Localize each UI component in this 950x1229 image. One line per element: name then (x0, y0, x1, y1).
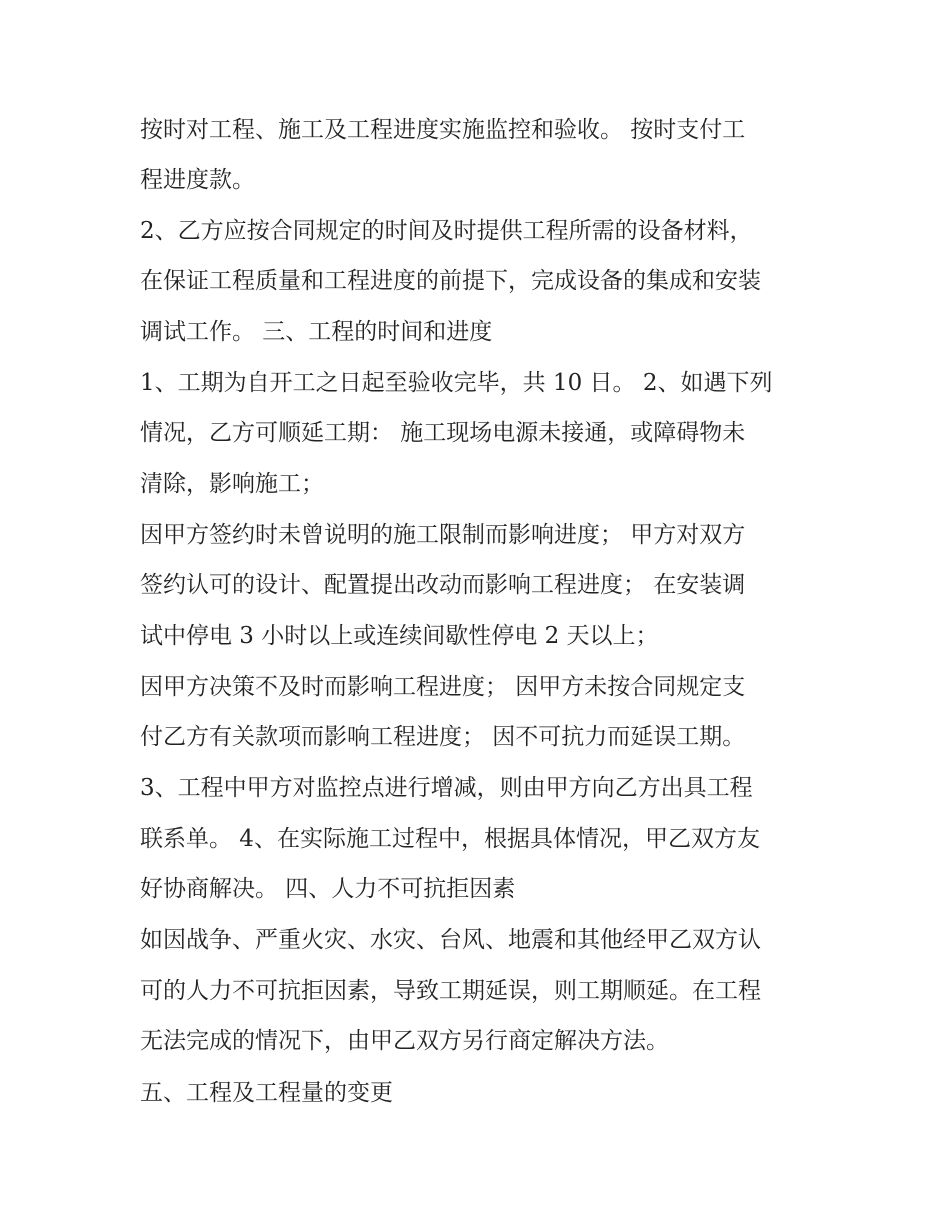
text-line: 因甲方决策不及时而影响工程进度； 因甲方未按合同规定支 (140, 674, 746, 700)
text-line: 3、工程中甲方对监控点进行增减，则由甲方向乙方出具工程 (140, 775, 753, 801)
text-line: 清除，影响施工； (140, 471, 324, 497)
text-line: 情况，乙方可顺延工期： 施工现场电源未接通，或障碍物未 (140, 420, 746, 446)
text-line: 2、乙方应按合同规定的时间及时提供工程所需的设备材料， (140, 218, 753, 244)
text-line: 调试工作。 三、工程的时间和进度 (140, 319, 493, 345)
section-heading: 五、工程及工程量的变更 (140, 1080, 393, 1106)
text-line: 可的人力不可抗拒因素，导致工期延误，则工期顺延。在工程 (140, 978, 761, 1004)
text-line: 试中停电 3 小时以上或连续间歇性停电 2 天以上； (140, 623, 659, 649)
text-line: 程进度款。 (140, 167, 255, 193)
text-line: 因甲方签约时未曾说明的施工限制而影响进度； 甲方对双方 (140, 522, 746, 548)
text-line: 无法完成的情况下，由甲乙双方另行商定解决方法。 (140, 1028, 669, 1054)
text-line: 签约认可的设计、配置提出改动而影响工程进度； 在安装调 (140, 572, 746, 598)
text-line: 在保证工程质量和工程进度的前提下，完成设备的集成和安装 (140, 268, 761, 294)
text-line: 1、工期为自开工之日起至验收完毕，共 10 日。 2、如遇下列 (140, 370, 773, 396)
text-line: 如因战争、严重火灾、水灾、台风、地震和其他经甲乙双方认 (140, 927, 761, 953)
text-line: 付乙方有关款项而影响工程进度； 因不可抗力而延误工期。 (140, 724, 746, 750)
text-line: 按时对工程、施工及工程进度实施监控和验收。 按时支付工 (140, 117, 746, 143)
text-line: 联系单。 4、在实际施工过程中，根据具体情况，甲乙双方友 (140, 826, 760, 852)
text-line: 好协商解决。 四、人力不可抗拒因素 (140, 876, 516, 902)
